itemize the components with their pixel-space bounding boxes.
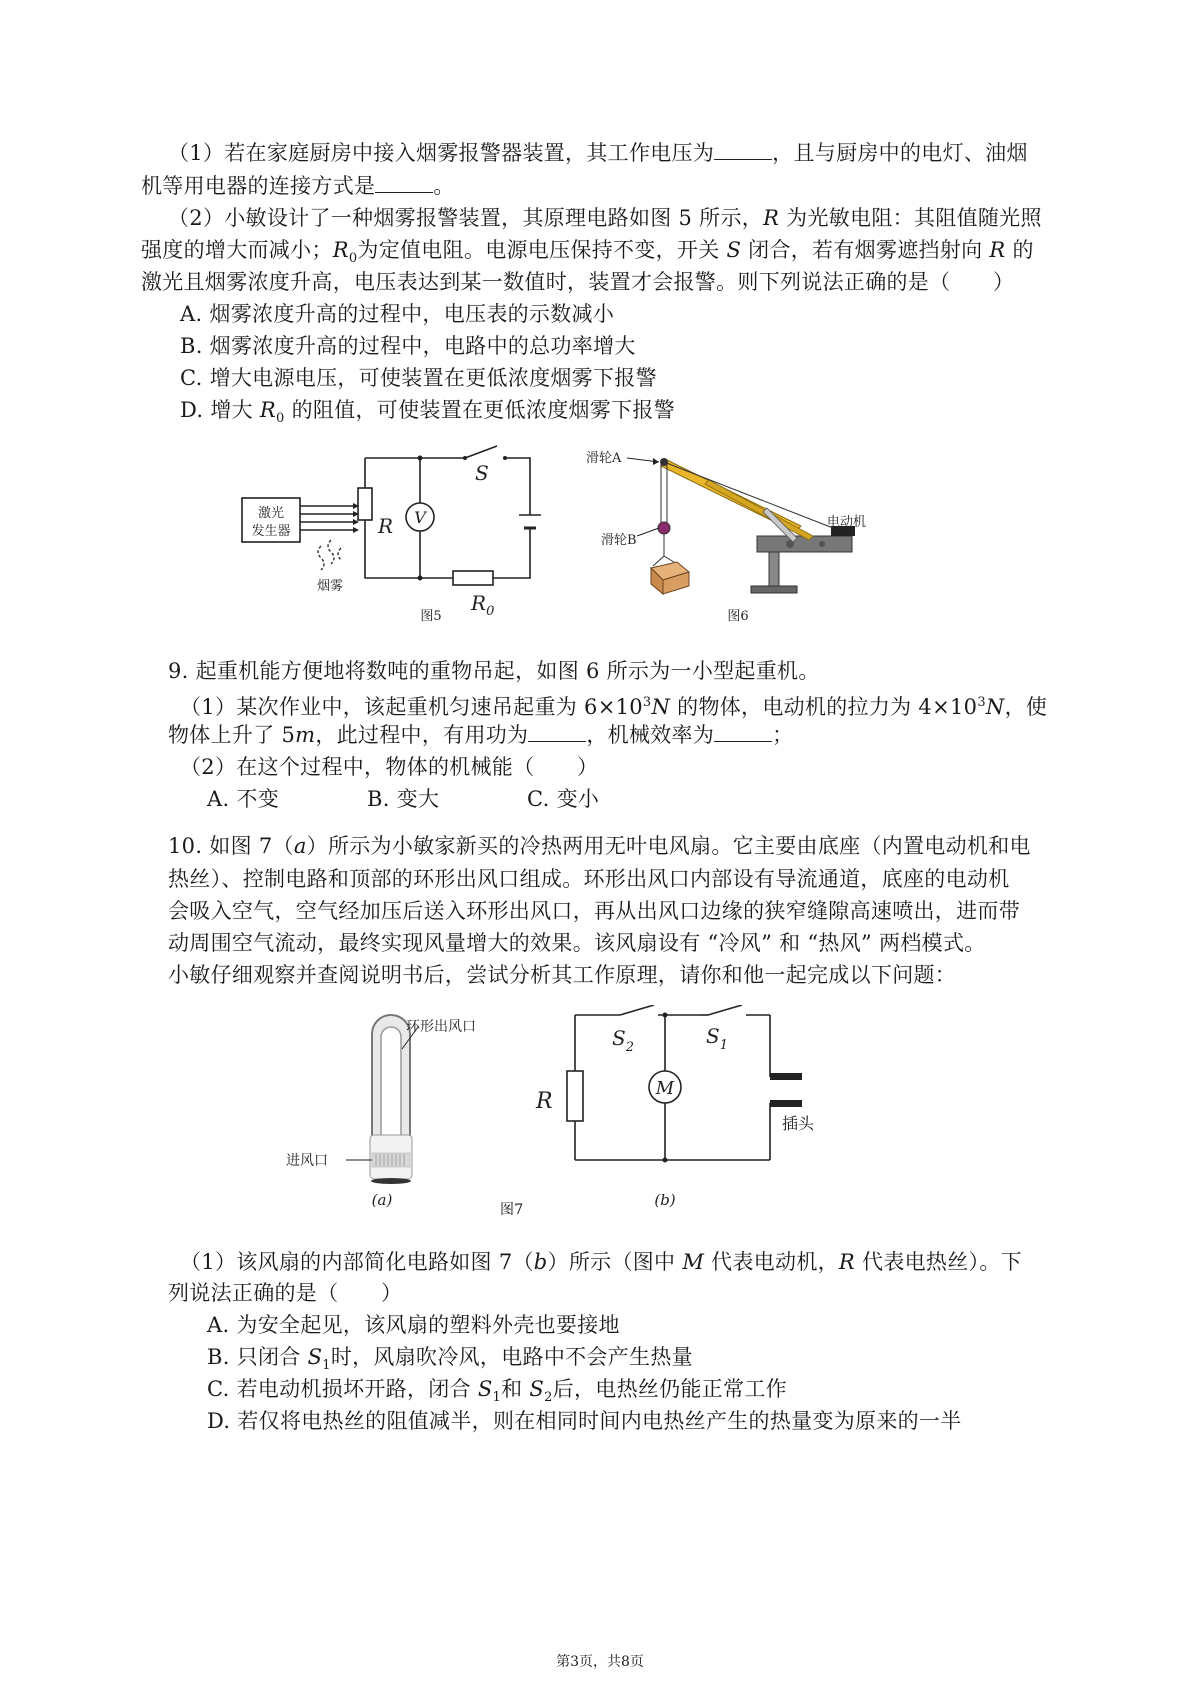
- q8-part1-line2: 机等用电器的连接方式是 。: [141, 169, 455, 203]
- figure-7a-fan: [280, 1005, 520, 1215]
- q9-part1-line1: （1）某次作业中，该起重机匀速吊起重为 $6\times 10^3N$ 的物体，电动机的拉力为 $4\times 10^3N$，使: [180, 695, 1048, 719]
- q8-part2-line3: 激光且烟雾浓度升高，电压表达到某一数值时，装置才会报警。则下列说法正确的是（ ）: [141, 270, 1015, 294]
- q9-part1-line2: 物体上升了 5m，此过程中，有用功为 ，机械效率为 ；: [168, 718, 793, 752]
- laser-label-line1: 激光: [257, 506, 285, 521]
- heater-r-label: R: [536, 1089, 553, 1114]
- q10-stem-line1: 10. 如图 7（a）所示为小敏家新买的冷热两用无叶电风扇。它主要由底座（内置电动机和电: [168, 834, 1031, 858]
- answer-blank-useful-work[interactable]: [528, 719, 586, 742]
- pulley-b-label: 滑轮B: [601, 533, 637, 548]
- q8-option-a[interactable]: A. 烟雾浓度升高的过程中，电压表的示数减小: [180, 302, 615, 326]
- figure-6-caption: 图6: [727, 609, 749, 624]
- q10-part1-line1: （1）该风扇的内部简化电路如图 7（b）所示（图中 M 代表电动机，R 代表电热丝）。下: [180, 1250, 1022, 1274]
- q10-stem-line3: 会吸入空气，空气经加压后送入环形出风口，再从出风口边缘的狭窄缝隙高速喷出，进而带: [168, 899, 1020, 923]
- pulley-a-label: 滑轮A: [586, 451, 622, 466]
- q9-option-c[interactable]: C. 变小: [527, 787, 600, 811]
- switch-s2-label: $S_2$: [612, 1026, 634, 1055]
- smoke-label: 烟雾: [316, 579, 344, 594]
- laser-label-line2: 发生器: [251, 524, 291, 539]
- answer-blank-connection[interactable]: [375, 170, 433, 193]
- q9-stem: 9. 起重机能方便地将数吨的重物吊起，如图 6 所示为一小型起重机。: [168, 659, 820, 683]
- figure-7b-sublabel: (b): [654, 1191, 676, 1209]
- answer-blank-efficiency[interactable]: [714, 719, 772, 742]
- outlet-label: 环形出风口: [406, 1019, 476, 1035]
- figure-6-crane: [575, 440, 895, 640]
- answer-blank-voltage[interactable]: [714, 137, 772, 160]
- q9-part2: （2）在这个过程中，物体的机械能（ ）: [180, 755, 599, 779]
- inlet-label: 进风口: [286, 1153, 328, 1169]
- figure-5-circuit: [235, 440, 555, 640]
- q10-option-a[interactable]: A. 为安全起见，该风扇的塑料外壳也要接地: [207, 1313, 620, 1337]
- r0-label: $R_0$: [471, 591, 495, 619]
- figure-7b-circuit: [530, 1005, 830, 1230]
- resistor-r-label: R: [378, 514, 394, 538]
- figure-7-caption: 图7: [500, 1202, 524, 1218]
- motor-label: 电动机: [827, 515, 867, 530]
- motor-m-label: M: [655, 1078, 675, 1099]
- figure-7a-sublabel: (a): [371, 1191, 393, 1209]
- q8-option-b[interactable]: B. 烟雾浓度升高的过程中，电路中的总功率增大: [180, 334, 636, 358]
- q8-part1-line1: （1）若在家庭厨房中接入烟雾报警器装置，其工作电压为 ，且与厨房中的电灯、油烟: [168, 136, 1028, 170]
- q9-option-b[interactable]: B. 变大: [367, 787, 440, 811]
- q10-part1-line2: 列说法正确的是（ ）: [168, 1281, 403, 1305]
- q10-option-d[interactable]: D. 若仅将电热丝的阻值减半，则在相同时间内电热丝产生的热量变为原来的一半: [207, 1409, 962, 1433]
- q10-stem-line5: 小敏仔细观察并查阅说明书后，尝试分析其工作原理，请你和他一起完成以下问题：: [168, 963, 957, 987]
- switch-s1-label: $S_1$: [706, 1024, 728, 1053]
- q8-option-d[interactable]: D. 增大 $R_0$ 的阻值，可使装置在更低浓度烟雾下报警: [180, 398, 675, 427]
- q9-option-a[interactable]: A. 不变: [207, 787, 280, 811]
- q10-option-b[interactable]: B. 只闭合 $S_1$时，风扇吹冷风，电路中不会产生热量: [207, 1345, 693, 1374]
- plug-label: 插头: [782, 1114, 815, 1133]
- q10-stem-line4: 动周围空气流动，最终实现风量增大的效果。该风扇设有 “冷风” 和 “热风” 两档模式。: [168, 931, 986, 955]
- q10-option-c[interactable]: C. 若电动机损坏开路，闭合 $S_1$和 $S_2$后，电热丝仍能正常工作: [207, 1377, 787, 1406]
- q10-stem-line2: 热丝）、控制电路和顶部的环形出风口组成。环形出风口内部设有导流通道，底座的电动机: [168, 867, 1010, 891]
- page-number: 第3页，共8页: [556, 1654, 644, 1670]
- q8-part2-line2: 强度的增大而减小；$R_0$为定值电阻。电源电压保持不变，开关 S 闭合，若有烟雾遮挡射向 R 的: [141, 238, 1034, 267]
- q8-part2-line1: （2）小敏设计了一种烟雾报警装置，其原理电路如图 5 所示，R 为光敏电阻：其阻值随光照: [168, 206, 1042, 230]
- switch-s-label: S: [475, 461, 489, 485]
- q8-option-c[interactable]: C. 增大电源电压，可使装置在更低浓度烟雾下报警: [180, 366, 657, 390]
- figure-5-caption: 图5: [420, 609, 442, 624]
- voltmeter-label: V: [414, 508, 426, 527]
